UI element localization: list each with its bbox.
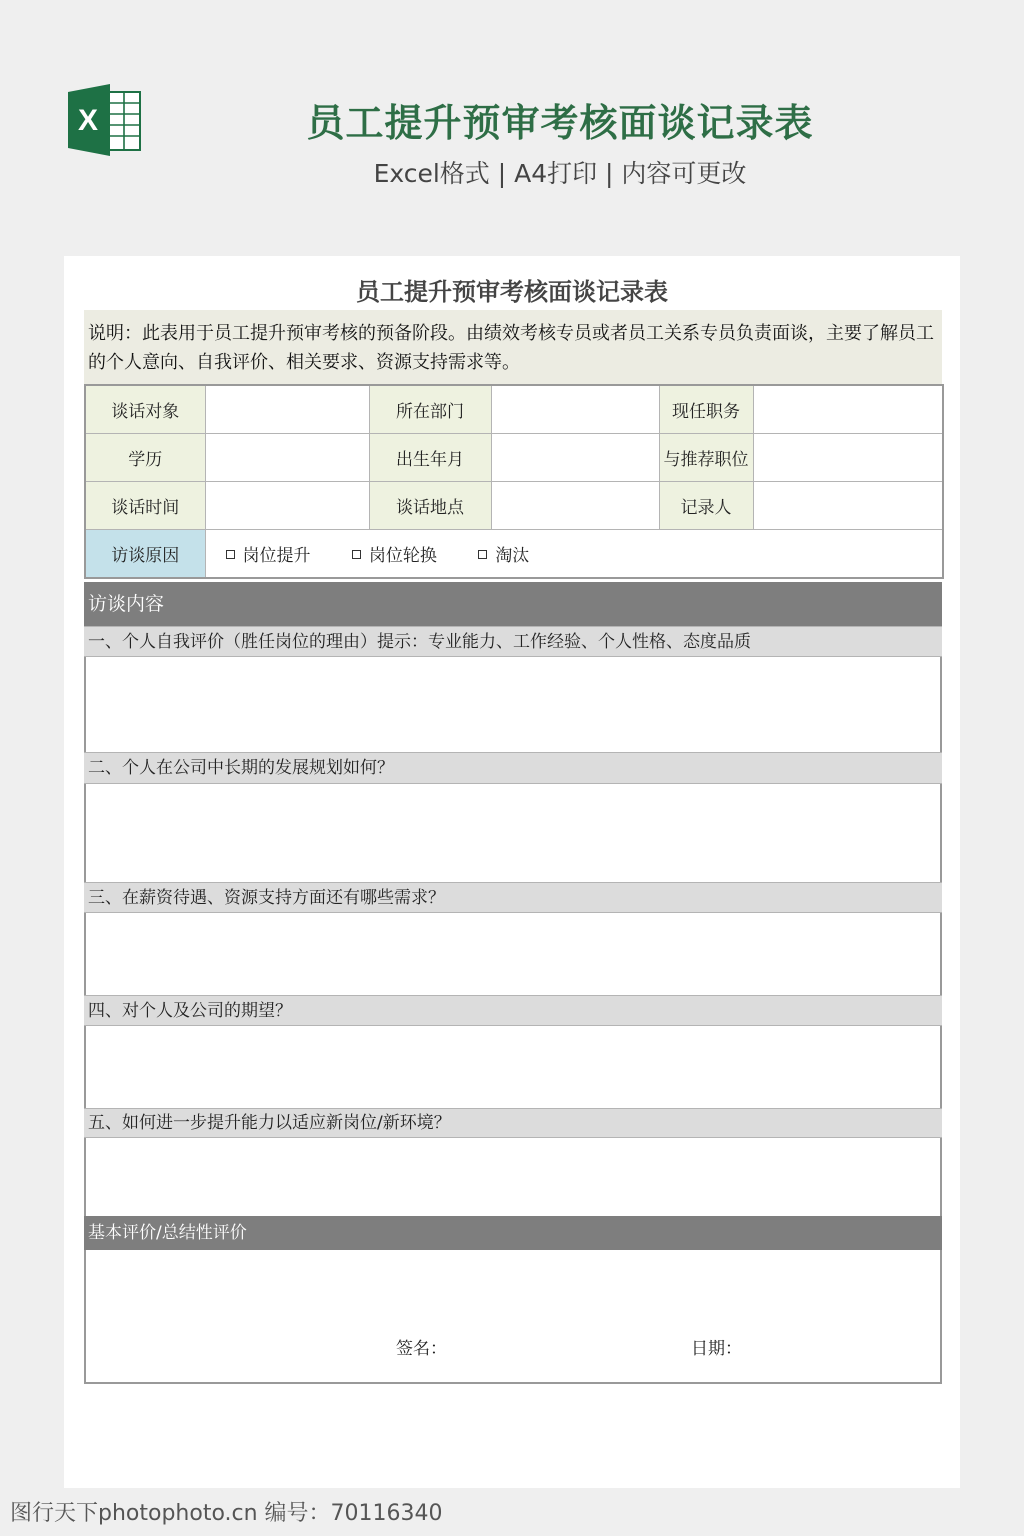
- label-interview-location: 谈话地点: [369, 482, 491, 530]
- label-interviewee: 谈话对象: [85, 385, 205, 434]
- option-elimination[interactable]: 淘汰: [478, 541, 529, 566]
- department-field[interactable]: [491, 385, 659, 434]
- section-summary: 基本评价/总结性评价: [84, 1216, 942, 1250]
- question-4-answer[interactable]: [84, 1026, 942, 1108]
- signature-label: 签名：: [396, 1339, 447, 1359]
- watermark-text: 图行天下photophoto.cn 编号：70116340: [10, 1501, 443, 1526]
- table-row: [85, 482, 943, 530]
- section-interview-content: 访谈内容: [84, 582, 942, 626]
- info-table: [84, 384, 944, 579]
- recorder-field[interactable]: [753, 482, 943, 530]
- label-recommended-position: 与推荐职位: [659, 434, 753, 482]
- option-promotion[interactable]: 岗位提升: [226, 541, 311, 566]
- option-rotation[interactable]: 岗位轮换: [352, 541, 437, 566]
- label-recorder: 记录人: [659, 482, 753, 530]
- question-4-header: 四、对个人及公司的期望？: [84, 995, 942, 1026]
- date-label: 日期：: [691, 1339, 742, 1359]
- table-row: [85, 385, 943, 434]
- question-5-header: 五、如何进一步提升能力以适应新岗位/新环境？: [84, 1108, 942, 1138]
- birth-date-field[interactable]: [491, 434, 659, 482]
- question-2-header: 二、个人在公司中长期的发展规划如何？: [84, 752, 942, 784]
- interview-location-field[interactable]: [491, 482, 659, 530]
- label-department: 所在部门: [369, 385, 491, 434]
- document-sheet: [64, 256, 960, 1488]
- interview-time-field[interactable]: [205, 482, 369, 530]
- page-subtitle: Excel格式 | A4打印 | 内容可更改: [373, 159, 747, 188]
- page-title: 员工提升预审考核面谈记录表: [306, 101, 814, 145]
- table-row: [85, 530, 943, 579]
- question-3-answer[interactable]: [84, 913, 942, 995]
- label-interview-reason: 访谈原因: [85, 530, 205, 579]
- document-title: 员工提升预审考核面谈记录表: [356, 278, 668, 306]
- recommended-position-field[interactable]: [753, 434, 943, 482]
- reason-options: [205, 530, 943, 579]
- question-3-header: 三、在薪资待遇、资源支持方面还有哪些需求？: [84, 882, 942, 913]
- checkbox-icon[interactable]: [352, 550, 361, 559]
- label-interview-time: 谈话时间: [85, 482, 205, 530]
- question-2-answer[interactable]: [84, 784, 942, 882]
- education-field[interactable]: [205, 434, 369, 482]
- excel-icon: [66, 84, 144, 156]
- question-1-answer[interactable]: [84, 657, 942, 752]
- question-5-answer[interactable]: [84, 1138, 942, 1216]
- description-text: 说明：此表用于员工提升预审考核的预备阶段。由绩效考核专员或者员工关系专员负责面谈，主要了解员工的个人意向、自我评价、相关要求、资源支持需求等。: [84, 310, 942, 384]
- question-1-header: 一、个人自我评价（胜任岗位的理由）提示：专业能力、工作经验、个人性格、态度品质: [84, 626, 942, 657]
- checkbox-icon[interactable]: [226, 550, 235, 559]
- label-birth-date: 出生年月: [369, 434, 491, 482]
- summary-area[interactable]: [84, 1250, 942, 1384]
- svg-text:X: X: [77, 104, 99, 137]
- table-row: [85, 434, 943, 482]
- checkbox-icon[interactable]: [478, 550, 487, 559]
- label-current-position: 现任职务: [659, 385, 753, 434]
- interviewee-field[interactable]: [205, 385, 369, 434]
- current-position-field[interactable]: [753, 385, 943, 434]
- label-education: 学历: [85, 434, 205, 482]
